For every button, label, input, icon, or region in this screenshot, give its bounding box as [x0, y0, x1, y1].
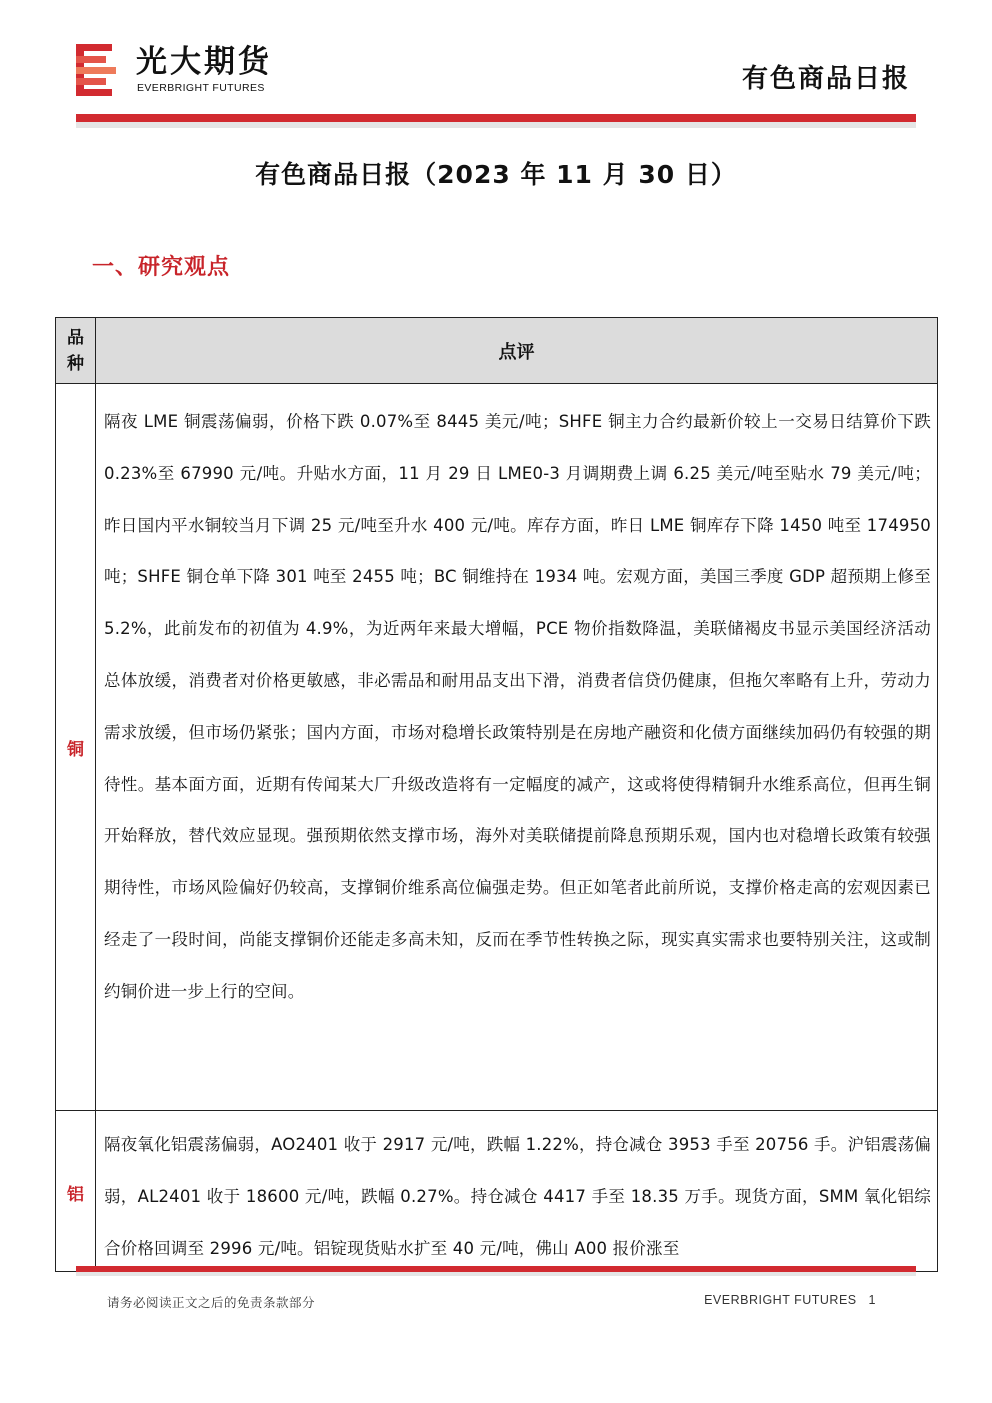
footer-divider-grey [76, 1272, 916, 1276]
everbright-logo-icon [76, 44, 116, 96]
section-heading: 一、研究观点 [92, 255, 231, 280]
table-row-copper [56, 384, 937, 1111]
table-row-aluminium [56, 1111, 937, 1272]
category-label: 铜 [67, 739, 84, 760]
document-title: 有色商品日报（2023 年 11 月 30 日） [255, 160, 737, 189]
header-divider-red [76, 114, 916, 122]
comment-text-aluminium: 隔夜氧化铝震荡偏弱，AO2401 收于 2917 元/吨，跌幅 1.22%，持仓减仓 3953 手至 20756 手。沪铝震荡偏弱，AL2401 收于 18600 元/吨，跌幅 0.27%。持仓减仓 4417 手至 18.35 万手。现货方面，SMM 氧化铝综合价格回调至 2996 元/吨。铝锭现货贴水扩至 40 元/吨，佛山 A00 报价涨至 [104, 1135, 931, 1258]
page-number: 1 [868, 1293, 876, 1307]
report-type-title: 有色商品日报 [741, 64, 910, 94]
table-header-row [56, 318, 937, 384]
footer-disclaimer: 请务必阅读正文之后的免责条款部分 [107, 1295, 316, 1310]
logo-chinese-name: 光大期货 [136, 44, 272, 80]
footer-brand-page [704, 1293, 876, 1307]
comment-text-copper: 隔夜 LME 铜震荡偏弱，价格下跌 0.07%至 8445 美元/吨；SHFE 铜主力合约最新价较上一交易日结算价下跌 0.23%至 67990 元/吨。升贴水方面，11 月 29 日 LME0-3 月调期费上调 6.25 美元/吨至贴水 79 美元/吨；昨日国内平水铜较当月下调 25 元/吨至升水 400 元/吨。库存方面，昨日 LME 铜库存下降 1450 吨至 174950 吨；SHFE 铜仓单下降 301 吨至 2455 吨；BC 铜维持在 1934 吨。宏观方面，美国三季度 GDP 超预期上修至 5.2%，此前发布的初值为 4.9%，为近两年来最大增幅，PCE 物价指数降温，美联储褐皮书显示美国经济活动总体放缓，消费者对价格更敏感，非必需品和耐用品支出下滑，消费者信贷仍健康，但拖欠率略有上升，劳动力需求放缓，但市场仍紧张；国内方面，市场对稳增长政策特别是在房地产融资和化债方面继续加码仍有较强的期待性。基本面方面，近期有传闻某大厂升级改造将有一定幅度的减产，这或将使得精铜升水维系高位，但再生铜开始释放，替代效应显现。强预期依然支撑市场，海外对美联储提前降息预期乐观，国内也对稳增长政策有较强期待性，市场风险偏好仍较高，支撑铜价维系高位偏强走势。但正如笔者此前所说，支撑价格走高的宏观因素已经走了一段时间，尚能支撑铜价还能走多高未知，反而在季节性转换之际，现实真实需求也要特别关注，这或制约铜价进一步上行的空间。 [104, 412, 931, 1001]
footer-brand: EVERBRIGHT FUTURES [704, 1293, 857, 1307]
header-category-label: 品种 [67, 327, 84, 374]
header-category-cell [56, 318, 96, 383]
logo-english-name: EVERBRIGHT FUTURES [137, 82, 265, 94]
research-table [55, 317, 938, 1272]
category-cell-aluminium [56, 1111, 96, 1272]
header-comment-label: 点评 [498, 341, 535, 363]
header-comment-cell [96, 318, 937, 383]
category-cell-copper [56, 384, 96, 1110]
header-divider-grey [76, 122, 916, 128]
category-label: 铝 [67, 1184, 84, 1205]
